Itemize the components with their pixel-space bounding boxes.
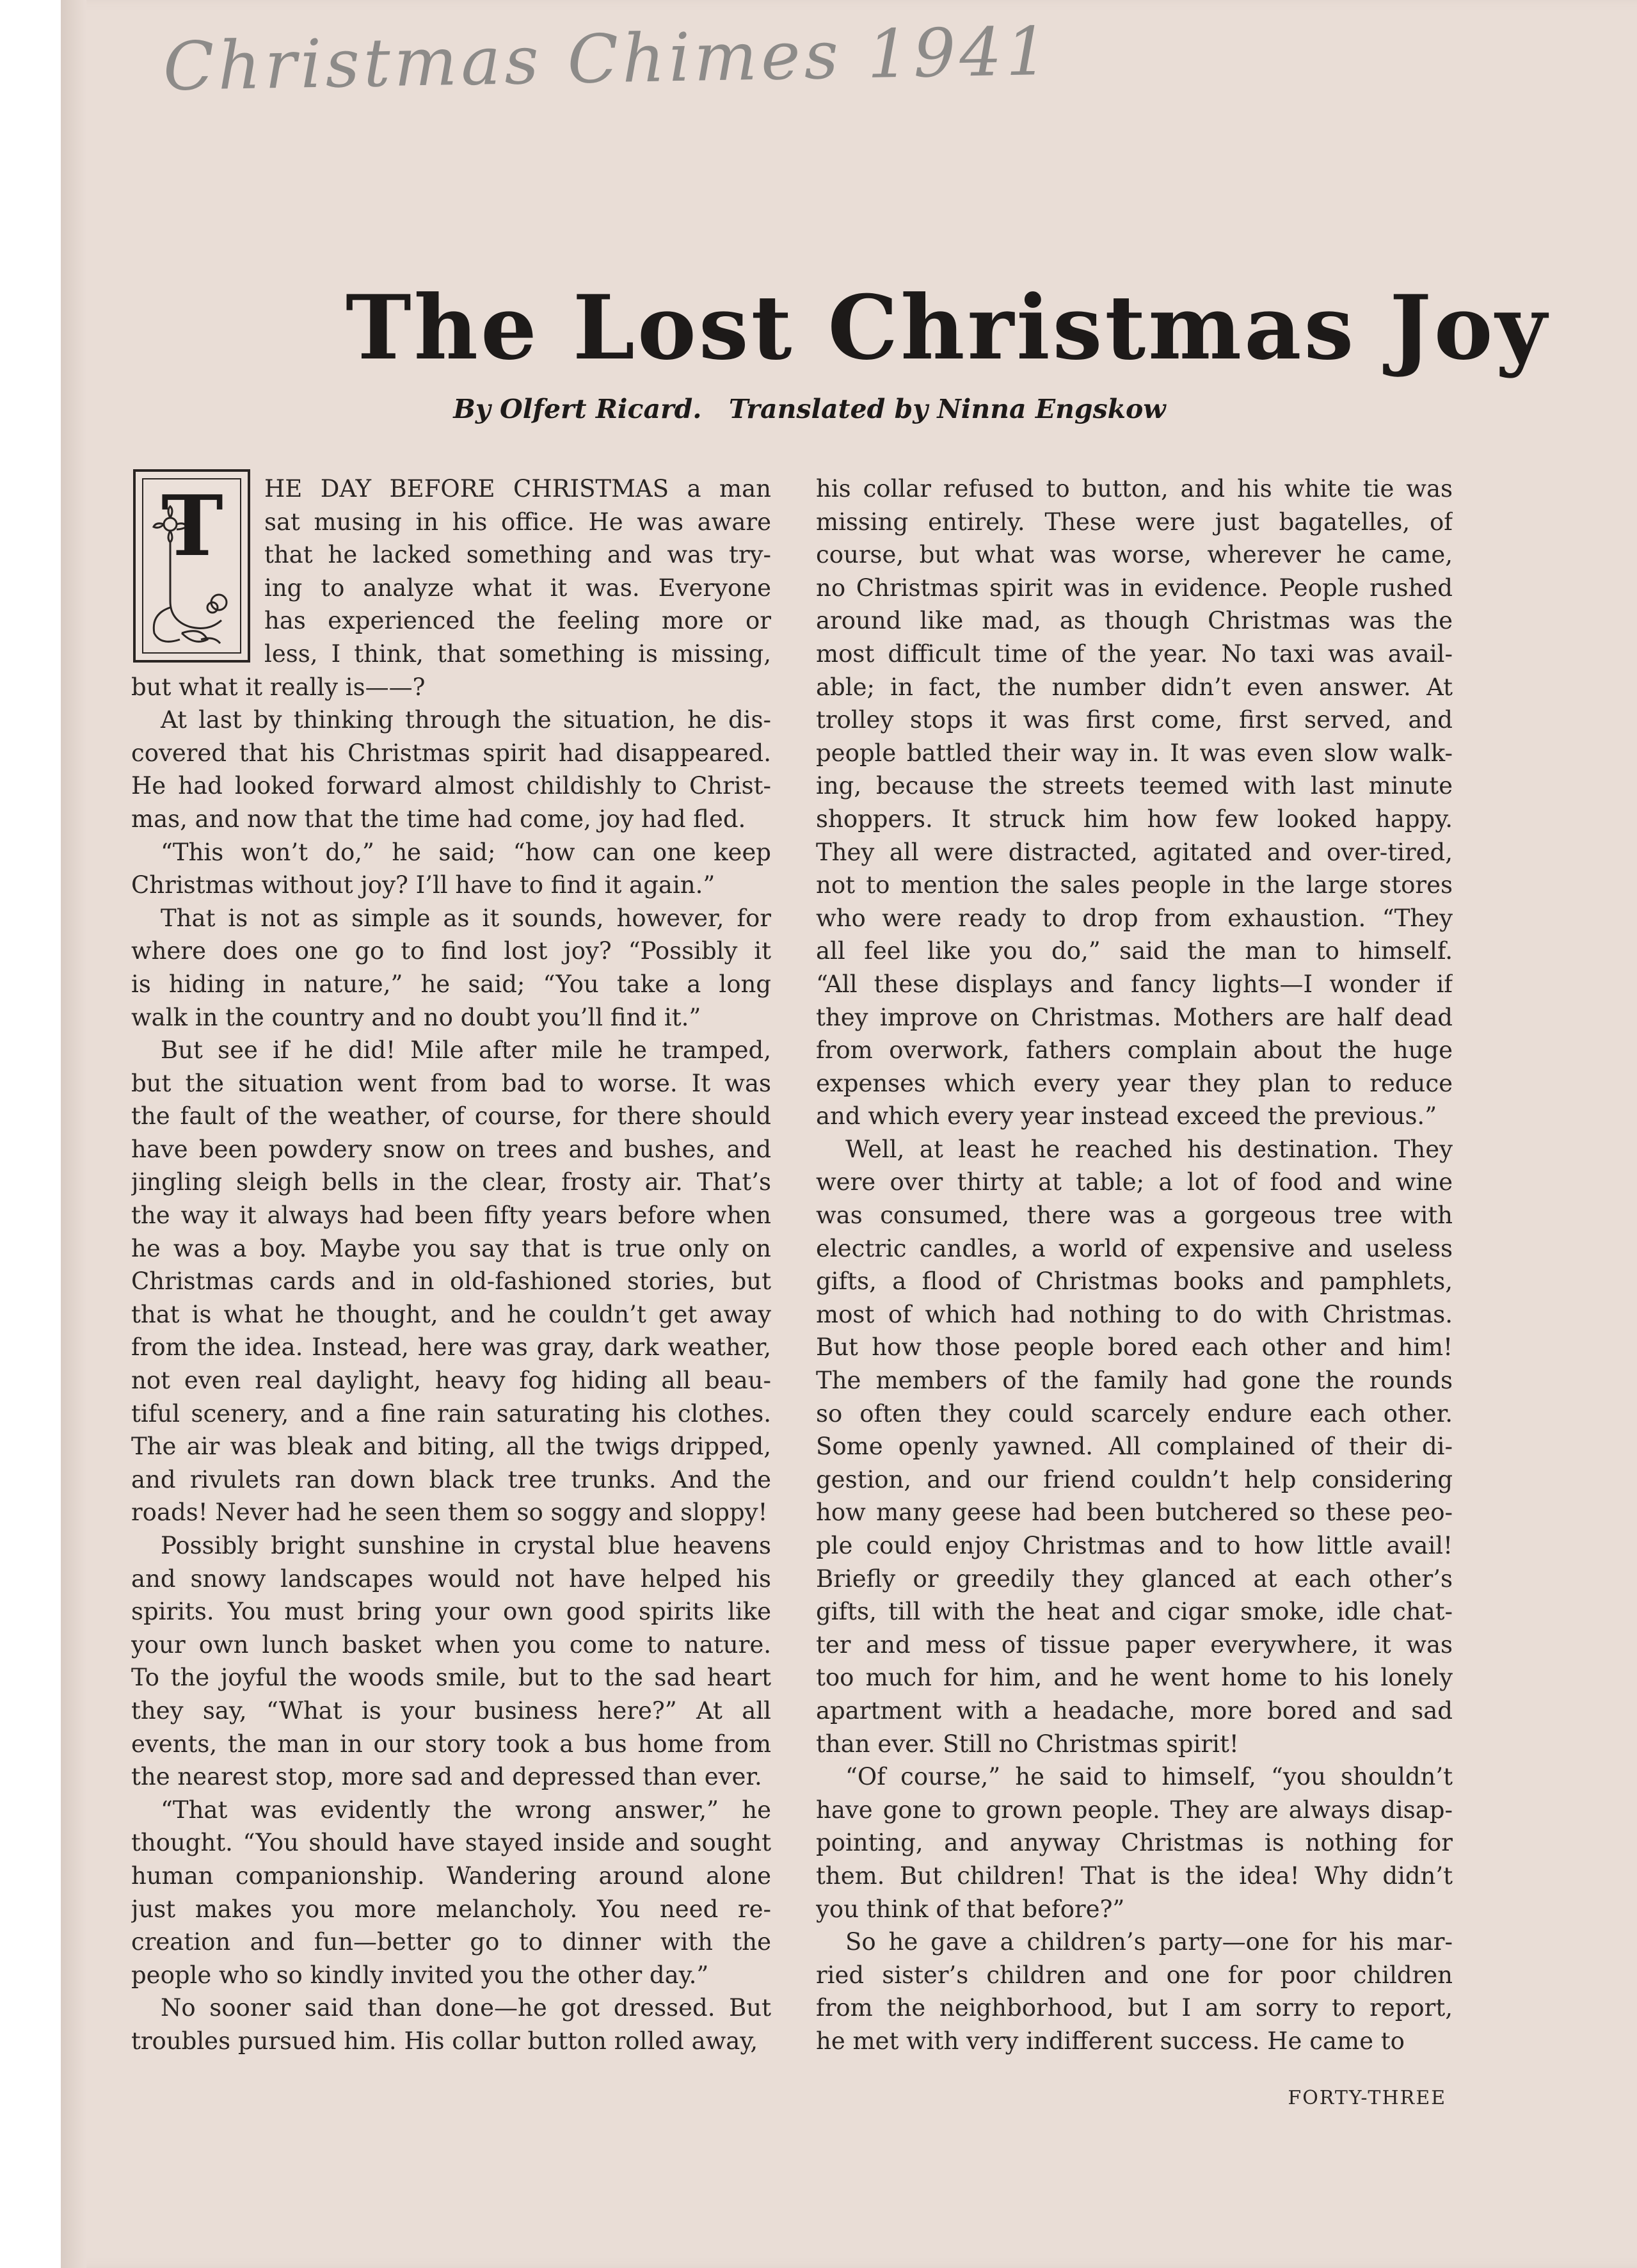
article-title: The Lost Christmas Joy xyxy=(346,275,1549,380)
text-line: Briefly or greedily they glanced at each other’s xyxy=(816,1564,1453,1593)
text-line: you think of that before?” xyxy=(816,1895,1125,1923)
handwritten-note: Christmas Chimes 1941 xyxy=(162,12,1053,106)
text-line: He had looked forward almost childishly to Christ- xyxy=(131,772,771,800)
text-line: not to mention the sales people in the large stores xyxy=(816,871,1453,899)
text-line: able; in fact, the number didn’t even answer. At xyxy=(816,673,1453,701)
text-line: thought. “You should have stayed inside and sought xyxy=(131,1829,771,1857)
text-line: sat musing in his office. He was aware xyxy=(264,508,771,536)
text-line: people who so kindly invited you the other day.” xyxy=(131,1961,709,1989)
text-line: less, I think, that something is missing, xyxy=(264,639,771,668)
text-line: missing entirely. These were just bagatelles, of xyxy=(816,508,1453,536)
text-line: pointing, and anyway Christmas is nothing for xyxy=(816,1829,1453,1857)
text-line: Some openly yawned. All complained of their di- xyxy=(816,1433,1453,1461)
text-line: “This won’t do,” he said; “how can one keep xyxy=(161,838,771,866)
text-line: events, the man in our story took a bus home from xyxy=(131,1730,771,1758)
text-line: is hiding in nature,” he said; “You take a long xyxy=(131,970,771,998)
text-line: “That was evidently the wrong answer,” he xyxy=(161,1796,771,1824)
text-line: were over thirty at table; a lot of food and wine xyxy=(816,1168,1453,1196)
text-line: Christmas without joy? I’ll have to find it again.” xyxy=(131,871,715,899)
text-line: ter and mess of tissue paper everywhere, it was xyxy=(816,1630,1453,1659)
text-line: just makes you more melancholy. You need re- xyxy=(131,1895,771,1923)
text-line: course, but what was worse, wherever he came, xyxy=(816,541,1453,569)
text-line: apartment with a headache, more bored and sad xyxy=(816,1696,1453,1725)
text-line: But how those people bored each other and him! xyxy=(816,1333,1453,1362)
text-line: covered that his Christmas spirit had disappeared. xyxy=(131,739,771,767)
text-line: shoppers. It struck him how few looked happy. xyxy=(816,805,1453,833)
text-line: ried sister’s children and one for poor children xyxy=(816,1961,1453,1989)
text-line: have been powdery snow on trees and bushes, and xyxy=(131,1135,771,1163)
text-line: spirits. You must bring your own good spirits like xyxy=(131,1598,771,1626)
text-line: The members of the family had gone the rounds xyxy=(816,1367,1453,1395)
text-line: At last by thinking through the situation, he dis- xyxy=(161,706,771,734)
text-line: human companionship. Wandering around alone xyxy=(131,1862,771,1890)
text-line: No sooner said than done—he got dressed. But xyxy=(161,1994,771,2022)
text-line: and snowy landscapes would not have helped his xyxy=(131,1564,771,1593)
drop-cap-letter: T xyxy=(161,477,223,575)
text-line: people battled their way in. It was even slow walk- xyxy=(816,739,1453,767)
text-line: HE DAY BEFORE CHRISTMAS a man xyxy=(264,475,771,503)
text-line: trolley stops it was first come, first served, and xyxy=(816,706,1453,734)
text-line: the nearest stop, more sad and depressed than ever. xyxy=(131,1763,762,1791)
right-text-column xyxy=(816,472,1453,2058)
text-line: who were ready to drop from exhaustion. “They xyxy=(816,904,1453,932)
text-line: they improve on Christmas. Mothers are half dead xyxy=(816,1003,1453,1031)
text-line: but the situation went from bad to worse. It was xyxy=(131,1069,771,1097)
text-line: creation and fun—better go to dinner with the xyxy=(131,1928,771,1956)
text-line: from the idea. Instead, here was gray, dark weather, xyxy=(131,1333,771,1362)
text-line: gestion, and our friend couldn’t help considering xyxy=(816,1465,1453,1493)
text-line: The air was bleak and biting, all the twigs dripped, xyxy=(131,1433,771,1461)
text-line: and which every year instead exceed the previous.” xyxy=(816,1102,1437,1130)
text-line: Christmas cards and in old-fashioned stories, but xyxy=(131,1267,771,1296)
text-line: so often they could scarcely endure each other. xyxy=(816,1399,1453,1428)
text-line: most of which had nothing to do with Christmas. xyxy=(816,1300,1453,1328)
text-line: how many geese had been butchered so these peo- xyxy=(816,1499,1453,1527)
text-line: That is not as simple as it sounds, however, for xyxy=(161,904,771,932)
text-line: too much for him, and he went home to his lonely xyxy=(816,1664,1453,1692)
text-line: gifts, till with the heat and cigar smoke, idle chat- xyxy=(816,1598,1453,1626)
left-text-column xyxy=(131,472,771,2058)
text-line: ple could enjoy Christmas and to how little avail! xyxy=(816,1532,1453,1559)
text-line: that he lacked something and was try- xyxy=(264,541,771,569)
text-line: them. But children! That is the idea! Why didn’t xyxy=(816,1862,1453,1890)
text-line: ing, because the streets teemed with last minute xyxy=(816,772,1453,800)
text-line: walk in the country and no doubt you’ll find it.” xyxy=(131,1003,701,1031)
text-line: “Of course,” he said to himself, “you shouldn’t xyxy=(845,1763,1453,1791)
text-line: where does one go to find lost joy? “Possibly it xyxy=(131,937,771,965)
byline-author: By Olfert Ricard. xyxy=(453,394,702,424)
text-line: no Christmas spirit was in evidence. People rushed xyxy=(816,574,1453,602)
text-line: mas, and now that the time had come, joy had fled. xyxy=(131,805,746,833)
page-edge-shadow xyxy=(61,0,86,2268)
text-line: tiful scenery, and a fine rain saturating his clothes. xyxy=(131,1399,771,1428)
text-line: from overwork, fathers complain about the huge xyxy=(816,1036,1453,1065)
text-line: Possibly bright sunshine in crystal blue heavens xyxy=(161,1532,771,1559)
article-byline xyxy=(346,394,1274,432)
text-line: the fault of the weather, of course, for there should xyxy=(131,1102,771,1130)
text-line: So he gave a children’s party—one for his mar- xyxy=(845,1928,1453,1956)
text-line: your own lunch basket when you come to nature. xyxy=(131,1630,771,1659)
text-line: expenses which every year they plan to reduce xyxy=(816,1069,1453,1097)
text-line: Well, at least he reached his destination. They xyxy=(845,1135,1453,1163)
text-line: But see if he did! Mile after mile he tramped, xyxy=(161,1036,771,1065)
text-line: than ever. Still no Christmas spirit! xyxy=(816,1730,1239,1758)
text-line: They all were distracted, agitated and over-tired, xyxy=(816,838,1453,866)
text-line: have gone to grown people. They are always disap- xyxy=(816,1796,1453,1824)
text-line: most difficult time of the year. No taxi was avail- xyxy=(816,639,1453,668)
text-line: ing to analyze what it was. Everyone xyxy=(264,574,771,602)
text-line: all feel like you do,” said the man to himself. xyxy=(816,937,1453,965)
page-number: FORTY-THREE xyxy=(1288,2087,1446,2109)
text-line: he met with very indifferent success. He came to xyxy=(816,2027,1405,2055)
text-line: jingling sleigh bells in the clear, frosty air. That’s xyxy=(131,1168,771,1196)
text-line: troubles pursued him. His collar button rolled away, xyxy=(131,2027,758,2055)
text-line: has experienced the feeling more or xyxy=(264,607,771,635)
text-line: To the joyful the woods smile, but to the sad heart xyxy=(131,1664,771,1692)
text-line: roads! Never had he seen them so soggy and sloppy! xyxy=(131,1499,768,1527)
text-line: that is what he thought, and he couldn’t get away xyxy=(131,1300,771,1328)
text-line: electric candles, a world of expensive and useless xyxy=(816,1234,1453,1262)
text-line: they say, “What is your business here?” At all xyxy=(131,1696,771,1725)
text-line: was consumed, there was a gorgeous tree with xyxy=(816,1202,1453,1230)
text-line: gifts, a flood of Christmas books and pamphlets, xyxy=(816,1267,1453,1296)
text-line: not even real daylight, heavy fog hiding all beau- xyxy=(131,1367,771,1395)
text-line: “All these displays and fancy lights—I wonder if xyxy=(816,970,1453,998)
byline-translator: Translated by Ninna Engskow xyxy=(728,394,1166,424)
text-line: from the neighborhood, but I am sorry to report, xyxy=(816,1994,1453,2022)
text-line: but what it really is——? xyxy=(131,673,426,701)
text-line: and rivulets ran down black tree trunks. And the xyxy=(131,1465,771,1493)
text-line: he was a boy. Maybe you say that is true only on xyxy=(131,1234,771,1262)
text-line: around like mad, as though Christmas was the xyxy=(816,607,1453,635)
text-line: his collar refused to button, and his white tie was xyxy=(816,475,1453,503)
text-line: the way it always had been fifty years before when xyxy=(131,1202,771,1230)
